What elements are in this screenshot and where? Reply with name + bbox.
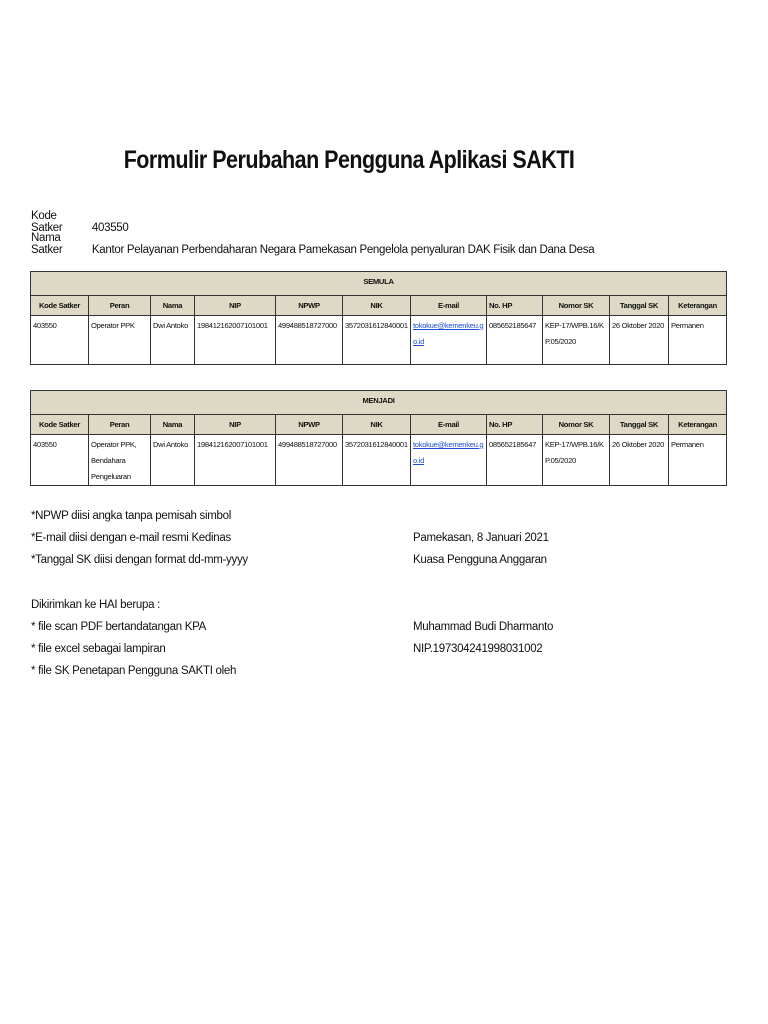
col-header: Keterangan	[669, 415, 727, 435]
semula-caption: SEMULA	[31, 272, 727, 296]
kode-satker-value: 403550	[91, 222, 129, 234]
cell-keterangan: Permanen	[669, 435, 727, 486]
signature-nip: NIP.197304241998031002	[413, 643, 543, 655]
nama-satker-label: Nama Satker	[31, 232, 63, 256]
cell-nama: Dwi Antoko	[151, 316, 195, 365]
nama-satker-row	[31, 232, 594, 256]
form-title: Formulir Perubahan Pengguna Aplikasi SAKTI	[123, 146, 575, 174]
semula-data-row	[31, 316, 727, 365]
col-header: Keterangan	[669, 296, 727, 316]
menjadi-data-row	[31, 435, 727, 486]
cell-keterangan: Permanen	[669, 316, 727, 365]
cell-email[interactable]: tokokue@kemenkeu.go.id	[411, 435, 487, 486]
format-notes	[31, 505, 248, 571]
col-header: Nama	[151, 415, 195, 435]
menjadi-header-row	[31, 415, 727, 435]
cell-peran: Operator PPK, Bendahara Pengeluaran	[89, 435, 151, 486]
cell-tanggal-sk: 26 Oktober 2020	[610, 435, 669, 486]
col-header: Kode Satker	[31, 415, 89, 435]
col-header: NIP	[195, 415, 276, 435]
signature-name: Muhammad Budi Dharmanto	[413, 621, 554, 633]
cell-npwp: 499488518727000	[276, 316, 343, 365]
submission-heading: Dikirimkan ke HAI berupa :	[31, 599, 160, 611]
signature-role: Kuasa Pengguna Anggaran	[413, 554, 547, 566]
cell-nik: 3572031612840001	[343, 435, 411, 486]
col-header: Kode Satker	[31, 296, 89, 316]
submission-item: * file excel sebagai lampiran	[31, 643, 166, 655]
cell-peran: Operator PPK	[89, 316, 151, 365]
cell-kode-satker: 403550	[31, 435, 89, 486]
col-header: Nomor SK	[543, 296, 610, 316]
col-header: Peran	[89, 296, 151, 316]
cell-no-hp: 085652185647	[487, 316, 543, 365]
submission-list	[31, 594, 236, 682]
col-header: NIK	[343, 296, 411, 316]
col-header: Tanggal SK	[610, 415, 669, 435]
col-header: NIP	[195, 296, 276, 316]
cell-nip: 198412162007101001	[195, 435, 276, 486]
cell-nomor-sk: KEP-17/WPB.16/KP.05/2020	[543, 435, 610, 486]
submission-item: * file SK Penetapan Pengguna SAKTI oleh	[31, 665, 237, 677]
cell-npwp: 499488518727000	[276, 435, 343, 486]
signature-place-date: Pamekasan, 8 Januari 2021	[413, 532, 549, 544]
semula-header-row	[31, 296, 727, 316]
cell-tanggal-sk: 26 Oktober 2020	[610, 316, 669, 365]
col-header: NPWP	[276, 296, 343, 316]
note-line: *E-mail diisi dengan e-mail resmi Kedinas	[31, 532, 231, 544]
col-header: NPWP	[276, 415, 343, 435]
cell-email[interactable]: tokokue@kemenkeu.go.id	[411, 316, 487, 365]
cell-nik: 3572031612840001	[343, 316, 411, 365]
col-header: E-mail	[411, 415, 487, 435]
col-header: Tanggal SK	[610, 296, 669, 316]
col-header: No. HP	[487, 415, 543, 435]
nama-satker-value: Kantor Pelayanan Perbendaharan Negara Pamekasan Pengelola penyaluran DAK Fisik dan Dana Desa	[91, 244, 595, 256]
submission-item: * file scan PDF bertandatangan KPA	[31, 621, 206, 633]
col-header: Nomor SK	[543, 415, 610, 435]
col-header: Nama	[151, 296, 195, 316]
menjadi-caption: MENJADI	[31, 391, 727, 415]
cell-nip: 198412162007101001	[195, 316, 276, 365]
semula-table	[30, 271, 727, 365]
cell-nama: Dwi Antoko	[151, 435, 195, 486]
col-header: NIK	[343, 415, 411, 435]
kode-satker-row	[31, 210, 128, 234]
note-line: *Tanggal SK diisi dengan format dd-mm-yyyy	[31, 554, 248, 566]
cell-kode-satker: 403550	[31, 316, 89, 365]
signature-footer	[413, 616, 553, 660]
menjadi-table	[30, 390, 727, 486]
col-header: No. HP	[487, 296, 543, 316]
note-line: *NPWP diisi angka tanpa pemisah simbol	[31, 510, 231, 522]
cell-no-hp: 085652185647	[487, 435, 543, 486]
col-header: E-mail	[411, 296, 487, 316]
cell-nomor-sk: KEP-17/WPB.16/KP.05/2020	[543, 316, 610, 365]
signature-header	[413, 527, 549, 571]
kode-satker-label: Kode Satker	[31, 210, 63, 234]
col-header: Peran	[89, 415, 151, 435]
